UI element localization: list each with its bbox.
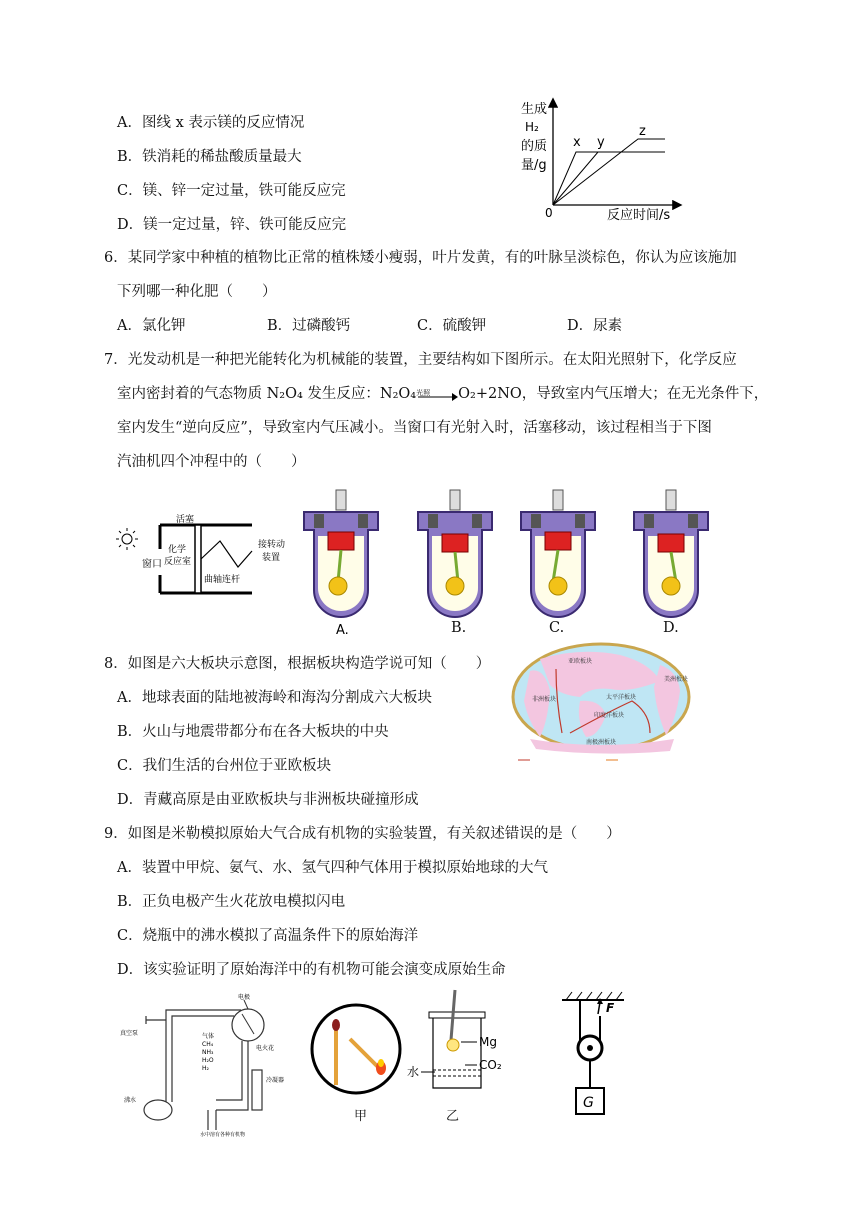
engine-a-label: A.: [336, 623, 349, 638]
xlabel: 反应时间/s: [607, 208, 671, 223]
q7-stem-line3: 室内发生“逆向反应”，导致室内气压减小。当窗口有光射入时，活塞移动，该过程相当于下图: [117, 420, 712, 436]
q9-option-d: D．该实验证明了原始海洋中的有机物可能会演变成原始生命: [117, 962, 506, 978]
q7-line2-a: 室内密封着的气态物质 N₂O₄ 发生反应：N₂O₄: [117, 386, 417, 402]
engine-d: [626, 482, 716, 622]
q5-option-a: A．图线 x 表示镁的反应情况: [117, 115, 305, 131]
ylabel-line2: H₂: [525, 120, 539, 134]
q5-option-b: B．铁消耗的稀盐酸质量最大: [117, 149, 302, 165]
engine-a: [296, 482, 386, 638]
piston-label: 活塞: [176, 515, 195, 525]
line-x: [553, 152, 665, 205]
co2-label: CO₂: [479, 1058, 502, 1072]
ylabel-line1: 生成: [521, 102, 548, 117]
water-label: 水: [407, 1065, 420, 1079]
map-label-indian: 印度洋板块: [594, 712, 625, 719]
q6-option-a: A．氯化钾: [117, 318, 186, 334]
map-label-africa: 非洲板块: [532, 696, 557, 703]
room-label-1: 化学: [168, 545, 187, 555]
q6-option-d: D．尿素: [567, 318, 623, 334]
gas-label-2: NH₃: [202, 1049, 214, 1056]
organics-label: 水中溶有各种有机物: [200, 1132, 246, 1138]
q6-stem-line2: 下列哪一种化肥（ ）: [117, 284, 277, 300]
q6-option-b: B．过磷酸钙: [267, 318, 351, 334]
reaction-condition: 光照: [416, 389, 431, 397]
engine-c-label: C.: [549, 620, 565, 636]
crank-rod: [201, 541, 252, 567]
label-x: x: [573, 135, 581, 150]
gas-label-3: H₂O: [202, 1057, 214, 1064]
yi-label: 乙: [446, 1109, 460, 1124]
q5-option-c: C．镁、锌一定过量，铁可能反应完: [117, 183, 346, 199]
device-label-1: 接转动: [258, 540, 286, 550]
map-label-america: 美洲板块: [664, 676, 689, 683]
piston: [195, 525, 201, 593]
map-label-eurasia: 亚欧板块: [568, 658, 593, 665]
q6-option-c: C．硫酸钾: [417, 318, 487, 334]
window-label: 窗口: [142, 559, 162, 570]
mg-label: Mg: [479, 1035, 497, 1049]
line-y: [553, 152, 665, 205]
hydrogen-mass-graph: [515, 95, 685, 225]
weight-label: G: [583, 1095, 594, 1111]
spark-label: 电火花: [256, 1045, 275, 1052]
ylabel-line4: 量/g: [521, 158, 547, 173]
electrode-label: 电极: [238, 994, 251, 1001]
gas-label-1: CH₄: [202, 1041, 214, 1048]
mg-combustion-diagram: [405, 990, 515, 1095]
matches-diagram: [308, 1003, 404, 1095]
q8-stem: 8．如图是六大板块示意图，根据板块构造学说可知（ ）: [104, 656, 491, 672]
ylabel-line3: 的质: [521, 139, 548, 154]
engine-b: [410, 482, 500, 622]
device-label-2: 装置: [262, 553, 281, 563]
line-z: [553, 139, 665, 205]
room-label-2: 反应室: [164, 557, 192, 567]
q8-option-c: C．我们生活的台州位于亚欧板块: [117, 758, 332, 774]
tectonic-plates-map: [510, 641, 692, 766]
q8-option-b: B．火山与地震带都分布在各大板块的中央: [117, 724, 389, 740]
vacuum-label: 真空泵: [120, 1030, 139, 1037]
q9-option-b: B．正负电极产生火花放电模拟闪电: [117, 894, 346, 910]
engine-b-label: B.: [451, 620, 467, 636]
q9-option-c: C．烧瓶中的沸水模拟了高温条件下的原始海洋: [117, 928, 419, 944]
q9-option-a: A．装置中甲烷、氨气、水、氢气四种气体用于模拟原始地球的大气: [117, 860, 548, 876]
q9-stem: 9．如图是米勒模拟原始大气合成有机物的实验装置，有关叙述错误的是（ ）: [104, 826, 621, 842]
miller-apparatus: [116, 990, 296, 1140]
arrow-icon: [418, 392, 458, 402]
engine-d-label: D.: [663, 620, 679, 636]
label-y: y: [597, 135, 605, 150]
q8-option-d: D．青藏高原是由亚欧板块与非洲板块碰撞形成: [117, 792, 419, 808]
q7-stem-line1: 7．光发动机是一种把光能转化为机械能的装置，主要结构如下图所示。在太阳光照射下，化学反应: [104, 352, 737, 368]
q7-stem-line2: [117, 382, 768, 403]
jia-label: 甲: [354, 1109, 368, 1124]
map-label-antarctic: 南极洲板块: [586, 739, 617, 746]
graph-origin: 0: [545, 206, 553, 220]
pulley-diagram: [558, 990, 628, 1125]
q8-option-a: A．地球表面的陆地被海岭和海沟分割成六大板块: [117, 690, 432, 706]
gas-label-0: 气体: [202, 1033, 215, 1040]
q7-stem-line4: 汽油机四个冲程中的（ ）: [117, 454, 306, 470]
map-label-pacific: 太平洋板块: [606, 694, 637, 701]
q5-option-d: D．镁一定过量，锌、铁可能反应完: [117, 217, 347, 233]
engine-c: [513, 482, 603, 622]
sun-icon: [116, 528, 138, 550]
photo-engine-diagram: [112, 505, 297, 600]
boiling-label: 沸水: [124, 1097, 137, 1104]
q6-stem-line1: 6．某同学家中种植的植物比正常的植株矮小瘦弱，叶片发黄，有的叶脉呈淡棕色，你认为应该施加: [104, 250, 737, 266]
condenser-label: 冷凝器: [266, 1077, 285, 1084]
gas-label-4: H₂: [202, 1065, 209, 1072]
label-z: z: [639, 124, 646, 139]
force-label: F: [606, 1001, 615, 1015]
crank-label: 曲轴连杆: [204, 575, 241, 585]
q7-line2-b: O₂+2NO，导致室内气压增大；在无光条件下，: [458, 386, 769, 402]
